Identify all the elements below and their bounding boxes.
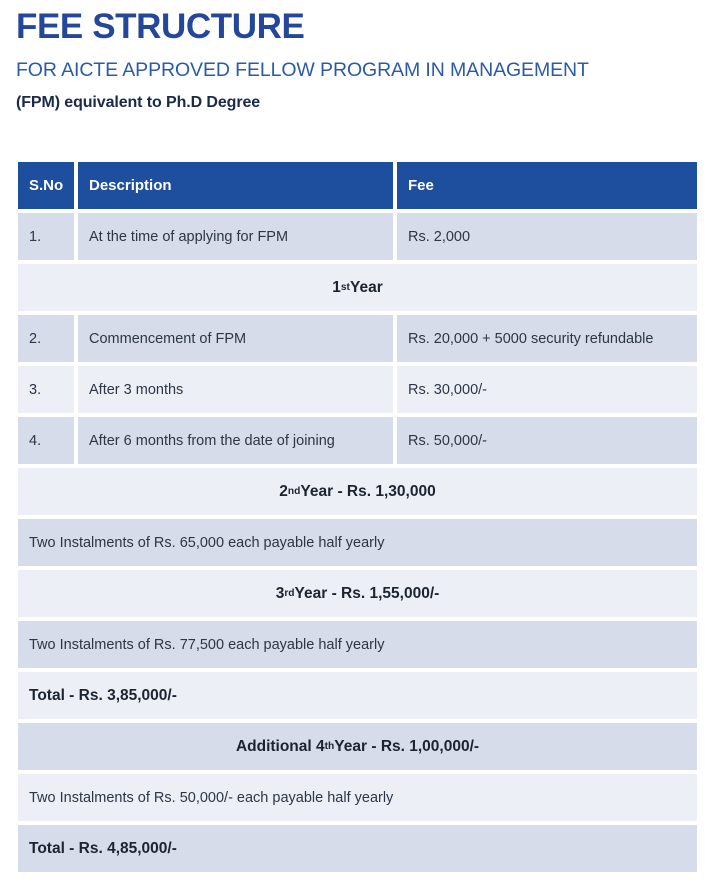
table-header-row [18, 162, 697, 209]
column-header-sno: S.No [18, 162, 74, 209]
cell-sno: 3. [18, 366, 74, 413]
fee-structure-table [18, 162, 697, 876]
cell-description: After 3 months [78, 366, 393, 413]
row-text: Total - Rs. 3,85,000/- [29, 686, 177, 704]
row-text-suffix: Year [349, 278, 383, 296]
page-subtitle-secondary: (FPM) equivalent to Ph.D Degree [16, 94, 261, 111]
total-row [18, 672, 697, 719]
cell-sno: 1. [18, 213, 74, 260]
instalment-row [18, 621, 697, 668]
column-header-description: Description [78, 162, 393, 209]
total-row [18, 825, 697, 872]
cell-sno: 4. [18, 417, 74, 464]
page-subtitle: FOR AICTE APPROVED FELLOW PROGRAM IN MANAGEMENT [16, 59, 589, 81]
instalment-row [18, 519, 697, 566]
row-text-prefix: 3 [275, 584, 285, 602]
row-text-suffix: Year - Rs. 1,30,000 [300, 482, 436, 500]
year-header-row: 3 rd Year - Rs. 1,55,000/- [18, 570, 697, 617]
cell-fee: Rs. 30,000/- [397, 366, 697, 413]
cell-fee: Rs. 20,000 + 5000 security refundable [397, 315, 697, 362]
cell-description: At the time of applying for FPM [78, 213, 393, 260]
column-header-fee: Fee [397, 162, 697, 209]
page-title: FEE STRUCTURE [16, 7, 305, 46]
year-header-row: 2 nd Year - Rs. 1,30,000 [18, 468, 697, 515]
table-row [18, 366, 697, 413]
row-text: Two Instalments of Rs. 77,500 each payable half yearly [29, 636, 385, 653]
cell-description: After 6 months from the date of joining [78, 417, 393, 464]
page-heading [0, 0, 710, 114]
cell-description: Commencement of FPM [78, 315, 393, 362]
row-text: Two Instalments of Rs. 50,000/- each payable half yearly [29, 789, 394, 806]
row-text-prefix: 2 [279, 482, 288, 500]
cell-sno: 2. [18, 315, 74, 362]
row-text: Two Instalments of Rs. 65,000 each payable half yearly [29, 534, 385, 551]
year-header-row: Additional 4 th Year - Rs. 1,00,000/- [18, 723, 697, 770]
row-text-suffix: Year - Rs. 1,55,000/- [294, 584, 440, 602]
cell-fee: Rs. 50,000/- [397, 417, 697, 464]
row-text: Total - Rs. 4,85,000/- [29, 839, 177, 857]
year-header-row: 1 st Year [18, 264, 697, 311]
row-text-prefix: 1 [332, 278, 341, 296]
cell-fee: Rs. 2,000 [397, 213, 697, 260]
table-body [18, 213, 697, 872]
table-row [18, 213, 697, 260]
instalment-row [18, 774, 697, 821]
table-row [18, 417, 697, 464]
table-row [18, 315, 697, 362]
row-text-prefix: Additional 4 [235, 737, 325, 755]
row-text-suffix: Year - Rs. 1,00,000/- [334, 737, 480, 755]
